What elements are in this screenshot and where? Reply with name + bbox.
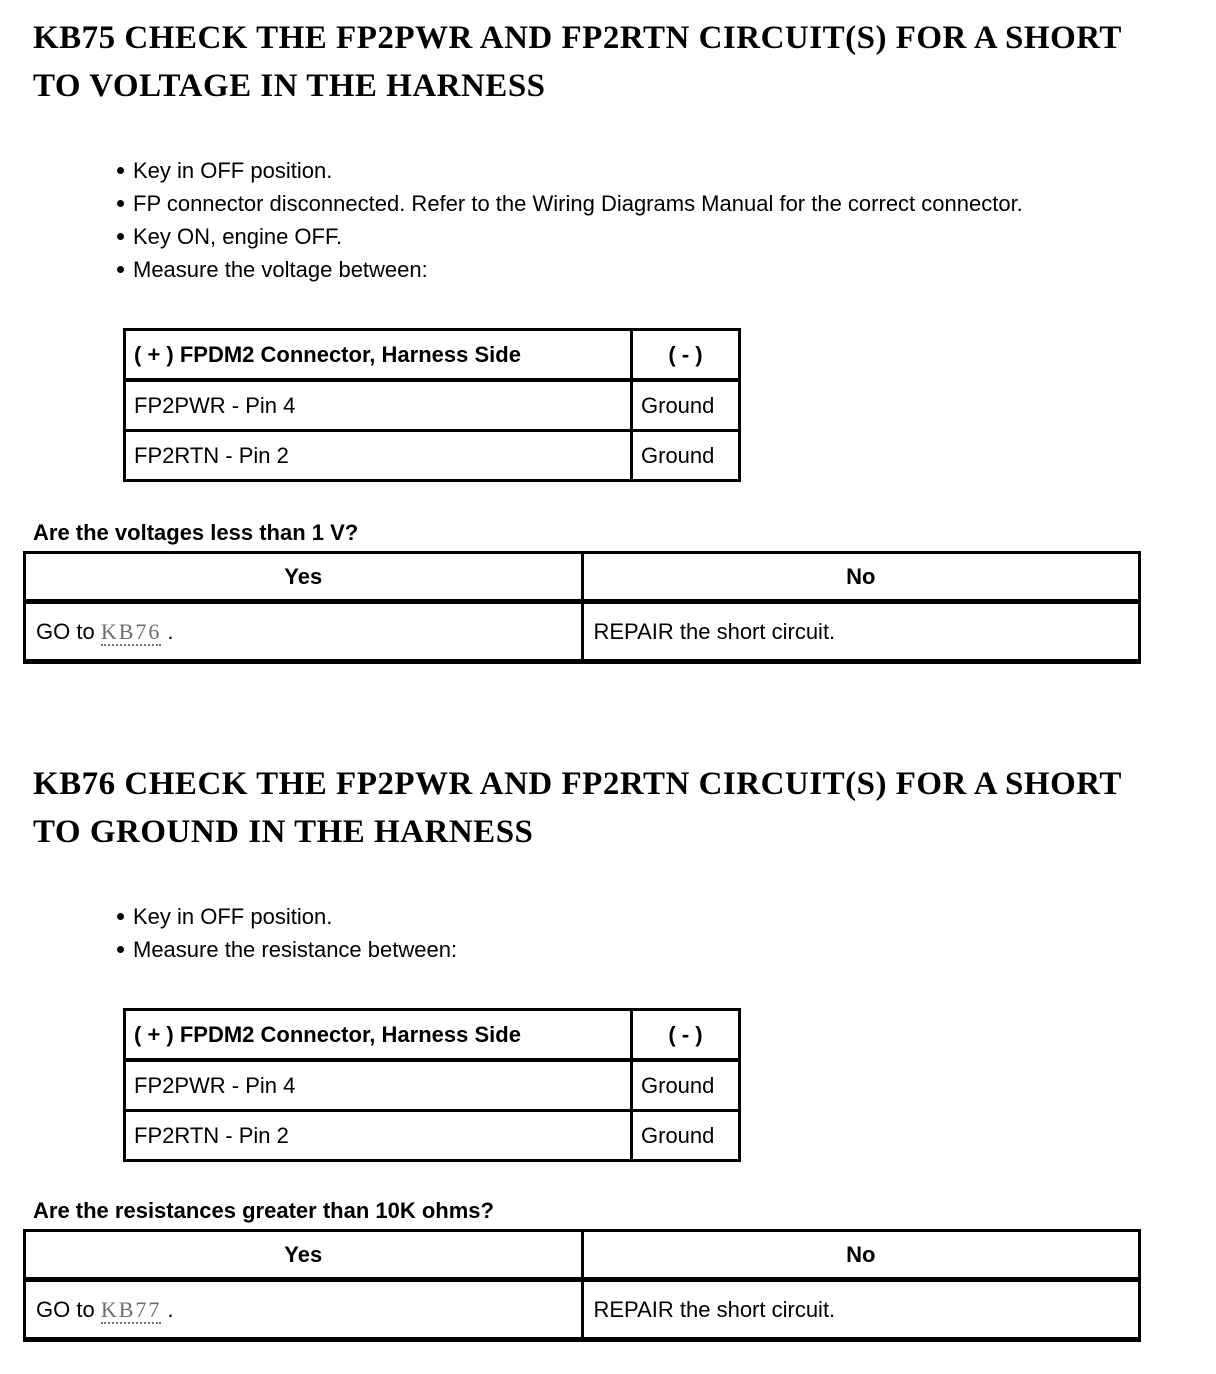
no-header: No [582, 1231, 1140, 1280]
decision-header-row [25, 1231, 1140, 1280]
decision-table-kb75 [23, 551, 1141, 664]
decision-body-row [25, 1280, 1140, 1340]
section-kb76 [0, 664, 1216, 1342]
bullet-item: Measure the voltage between: [133, 253, 1033, 286]
kb76-link[interactable]: KB76 [100, 618, 162, 644]
bullet-list-kb75 [0, 154, 1033, 286]
ground-cell: Ground [632, 1111, 740, 1161]
bullet-item: Key in OFF position. [133, 900, 1033, 933]
decision-header-row [25, 553, 1140, 602]
bullet-item: FP connector disconnected. Refer to the Wiring Diagrams Manual for the correct connector. [133, 187, 1033, 220]
table-row [125, 1111, 740, 1161]
yes-header: Yes [25, 1231, 583, 1280]
circuit-pin-cell: FP2RTN - Pin 2 [125, 1111, 632, 1161]
decision-table-kb76 [23, 1229, 1141, 1342]
bullet-item: Key in OFF position. [133, 154, 1033, 187]
measurement-table-kb75 [123, 328, 741, 482]
no-header: No [582, 553, 1140, 602]
question-kb75: Are the voltages less than 1 V? [33, 520, 359, 545]
table-header-row [125, 1010, 740, 1061]
section-kb75 [0, 0, 1216, 664]
no-cell: REPAIR the short circuit. [582, 1280, 1140, 1340]
column-header-negative: ( - ) [632, 330, 740, 381]
question-kb76: Are the resistances greater than 10K ohms? [33, 1198, 494, 1223]
column-header-positive: ( + ) FPDM2 Connector, Harness Side [125, 330, 632, 381]
table-row [125, 380, 740, 431]
table-row [125, 431, 740, 481]
bullet-item: Measure the resistance between: [133, 933, 1033, 966]
circuit-pin-cell: FP2PWR - Pin 4 [125, 1060, 632, 1111]
kb77-link[interactable]: KB77 [100, 1296, 162, 1322]
yes-action-suffix: . [167, 618, 174, 644]
column-header-negative: ( - ) [632, 1010, 740, 1061]
no-cell: REPAIR the short circuit. [582, 602, 1140, 662]
bullet-list-kb76 [0, 900, 1033, 966]
yes-cell [25, 1280, 583, 1340]
ground-cell: Ground [632, 1060, 740, 1111]
yes-action-suffix: . [167, 1296, 174, 1322]
yes-action-prefix: GO to [36, 618, 95, 644]
yes-header: Yes [25, 553, 583, 602]
page-title-kb75: KB75 CHECK THE FP2PWR AND FP2RTN CIRCUIT(S) FOR A SHORT TO VOLTAGE IN THE HARNESS [33, 20, 1122, 104]
column-header-positive: ( + ) FPDM2 Connector, Harness Side [125, 1010, 632, 1061]
table-header-row [125, 330, 740, 381]
bullet-item: Key ON, engine OFF. [133, 220, 1033, 253]
circuit-pin-cell: FP2RTN - Pin 2 [125, 431, 632, 481]
bottom-margin [0, 1342, 1216, 1374]
yes-action-prefix: GO to [36, 1296, 95, 1322]
page-title-kb76: KB76 CHECK THE FP2PWR AND FP2RTN CIRCUIT(S) FOR A SHORT TO GROUND IN THE HARNESS [33, 766, 1122, 850]
yes-cell [25, 602, 583, 662]
measurement-table-kb76 [123, 1008, 741, 1162]
table-row [125, 1060, 740, 1111]
ground-cell: Ground [632, 380, 740, 431]
ground-cell: Ground [632, 431, 740, 481]
decision-body-row [25, 602, 1140, 662]
circuit-pin-cell: FP2PWR - Pin 4 [125, 380, 632, 431]
